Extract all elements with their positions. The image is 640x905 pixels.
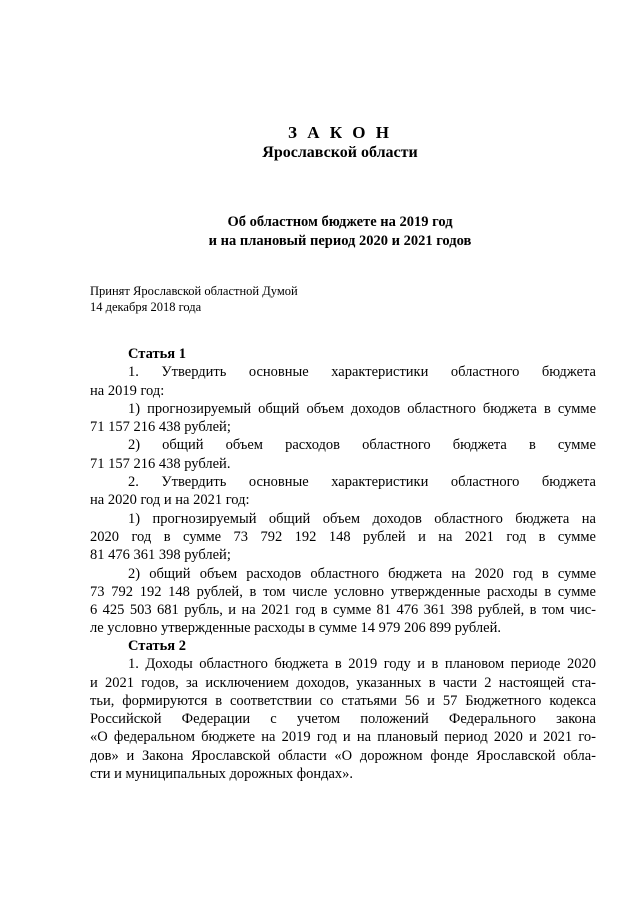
law-subject [90, 213, 590, 251]
article-1-line: 1) прогнозируемый общий объем доходов областного бюджета на [128, 510, 596, 527]
article-2-line: Российской Федерации с учетом положений Федерального закона [90, 711, 596, 728]
article-1-line: на 2020 год и на 2021 год: [90, 492, 250, 509]
article-1-line: 6 425 503 681 рубль, и на 2021 год в сумме 81 476 361 398 рублей, в том чис- [90, 602, 596, 619]
article-2-line: дов» и Закона Ярославской области «О дорожном фонде Ярославской обла- [90, 747, 596, 764]
article-1-line: 2020 год в сумме 73 792 192 148 рублей и на 2021 год в сумме [90, 528, 596, 545]
article-1-line: ле условно утвержденные расходы в сумме 14 979 206 899 рублей. [90, 620, 501, 637]
law-region: Ярославской области [262, 144, 418, 161]
law-subject-line-2: и на плановый период 2020 и 2021 годов [208, 233, 472, 249]
article-2-line: 1. Доходы областного бюджета в 2019 году и в плановом периоде 2020 [128, 656, 596, 673]
article-1-line: 1. Утвердить основные характеристики областного бюджета [128, 364, 596, 381]
adoption-note [90, 283, 298, 315]
article-2-line: сти и муниципальных дорожных фондах». [90, 766, 354, 783]
article-2-heading: Статья 2 [128, 638, 186, 654]
article-1-line: 2. Утвердить основные характеристики областного бюджета [128, 474, 596, 491]
article-1-line: 2) общий объем расходов областного бюджета на 2020 год в сумме [128, 565, 596, 582]
article-1-line: 71 157 216 438 рублей. [90, 455, 231, 472]
law-title: З А К О Н [287, 123, 393, 142]
article-1-line: на 2019 год: [90, 382, 165, 399]
article-1-line: 81 476 361 398 рублей; [90, 547, 231, 564]
article-1-line: 71 157 216 438 рублей; [90, 419, 231, 436]
article-1-line: 2) общий объем расходов областного бюджета в сумме [128, 437, 596, 454]
law-subject-line-1: Об областном бюджете на 2019 год [227, 214, 453, 230]
article-1-line: 73 792 192 148 рублей, в том числе условно утвержденные расходы в сумме [90, 583, 596, 600]
adoption-body: Принят Ярославской областной Думой [90, 284, 298, 298]
article-1-heading: Статья 1 [128, 346, 186, 362]
adoption-date: 14 декабря 2018 года [90, 300, 202, 314]
article-2-line: «О федеральном бюджете на 2019 год и на плановый период 2020 и 2021 го- [90, 729, 596, 746]
article-2 [90, 637, 596, 783]
article-2-line: и 2021 годов, за исключением доходов, указанных в части 2 настоящей ста- [90, 674, 596, 691]
article-1 [90, 345, 596, 638]
article-1-line: 1) прогнозируемый общий объем доходов областного бюджета в сумме [128, 400, 596, 417]
article-2-line: тьи, формируются в соответствии со статьями 56 и 57 Бюджетного кодекса [90, 692, 596, 709]
